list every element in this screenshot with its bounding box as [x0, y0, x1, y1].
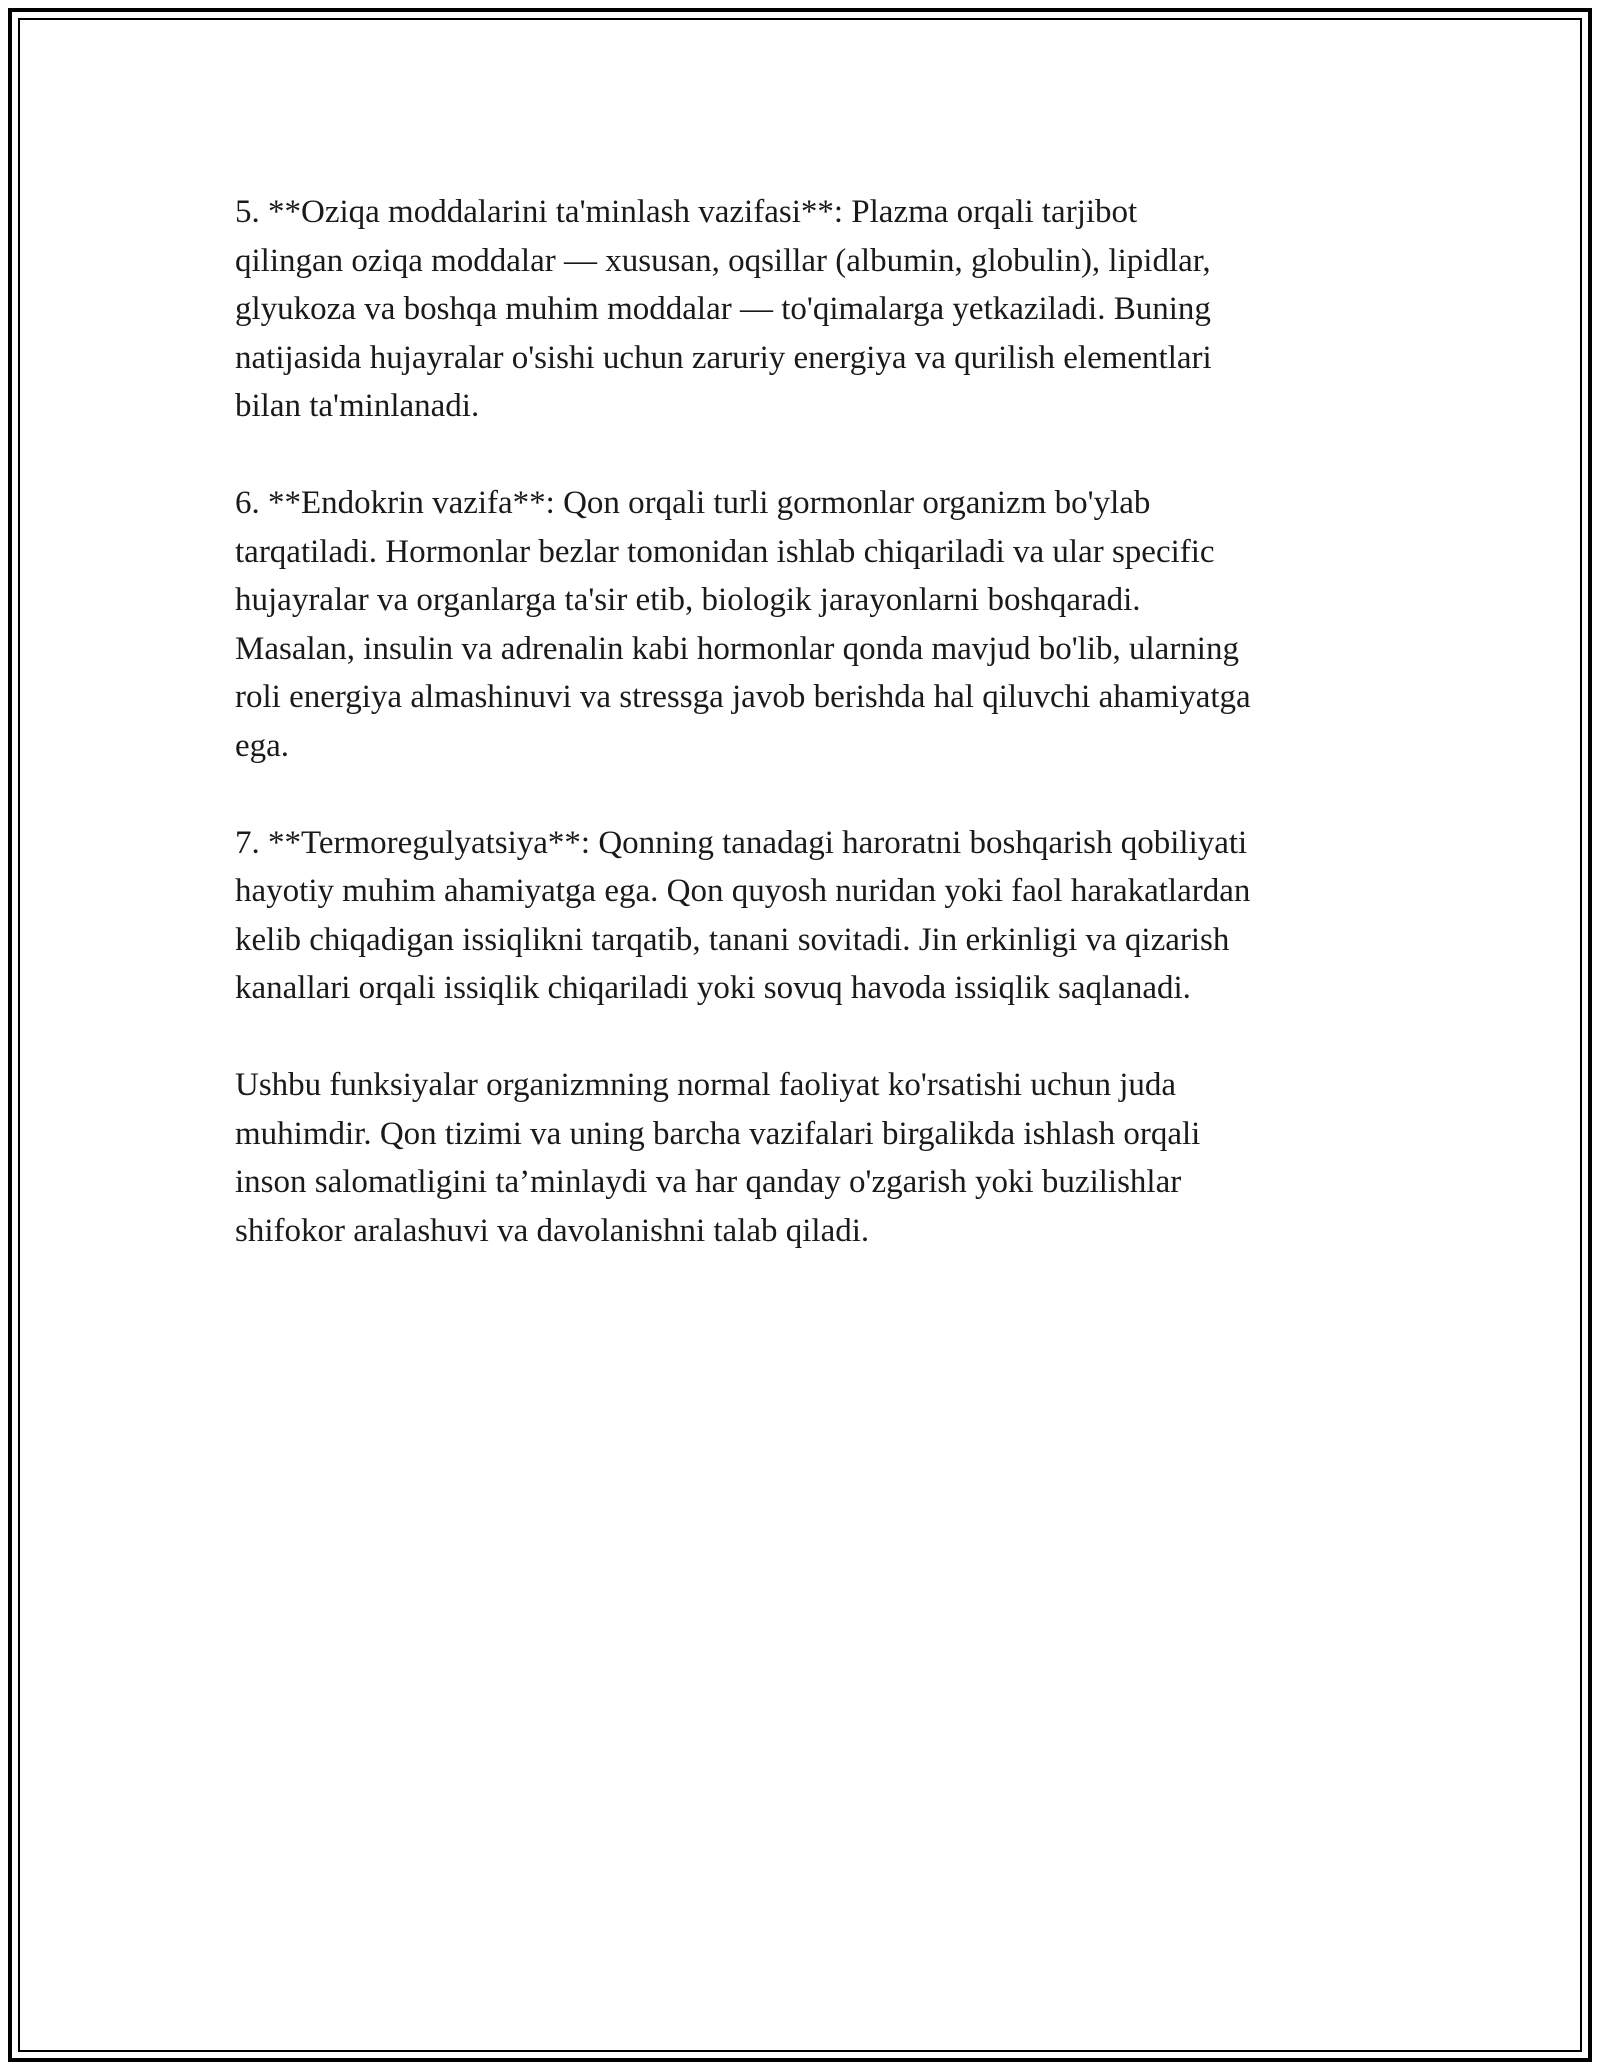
paragraph-nutrient-function: 5. **Oziqa moddalarini ta'minlash vazifasi**: Plazma orqali tarjibot qilingan oziqa moddalar — xususan, oqsillar (albumin, globulin), lipidlar, glyukoza va boshqa muhim moddalar — to'qimalarga yetkaziladi. Buning natijasida hujayralar o'sishi uchun zaruriy energiya va qurilish elementlari bilan ta'minlanadi.	[235, 194, 1212, 424]
document-body	[235, 188, 1375, 1304]
paragraph-thermoregulation: 7. **Termoregulyatsiya**: Qonning tanadagi haroratni boshqarish qobiliyati hayotiy muhim ahamiyatga ega. Qon quyosh nuridan yoki faol harakatlardan kelib chiqadigan issiqlikni tarqatib, tanani sovitadi. Jin erkinligi va qizarish kanallari orqali issiqlik chiqariladi yoki sovuq havoda issiqlik saqlanadi.	[235, 824, 1251, 1006]
paragraph-endocrine-function: 6. **Endokrin vazifa**: Qon orqali turli gormonlar organizm bo'ylab tarqatiladi. Hormonlar bezlar tomonidan ishlab chiqariladi va ular specific hujayralar va organlarga ta'sir etib, biologik jarayonlarni boshqaradi. Masalan, insulin va adrenalin kabi hormonlar qonda mavjud bo'lib, ularning roli energiya almashinuvi va stressga javob berishda hal qiluvchi ahamiyatga ega.	[235, 485, 1251, 764]
paragraph-conclusion: Ushbu funksiyalar organizmning normal faoliyat ko'rsatishi uchun juda muhimdir. Qon tizimi va uning barcha vazifalari birgalikda ishlash orqali inson salomatligini ta’minlaydi va har qanday o'zgarish yoki buzilishlar shifokor aralashuvi va davolanishni talab qiladi.	[235, 1067, 1201, 1249]
